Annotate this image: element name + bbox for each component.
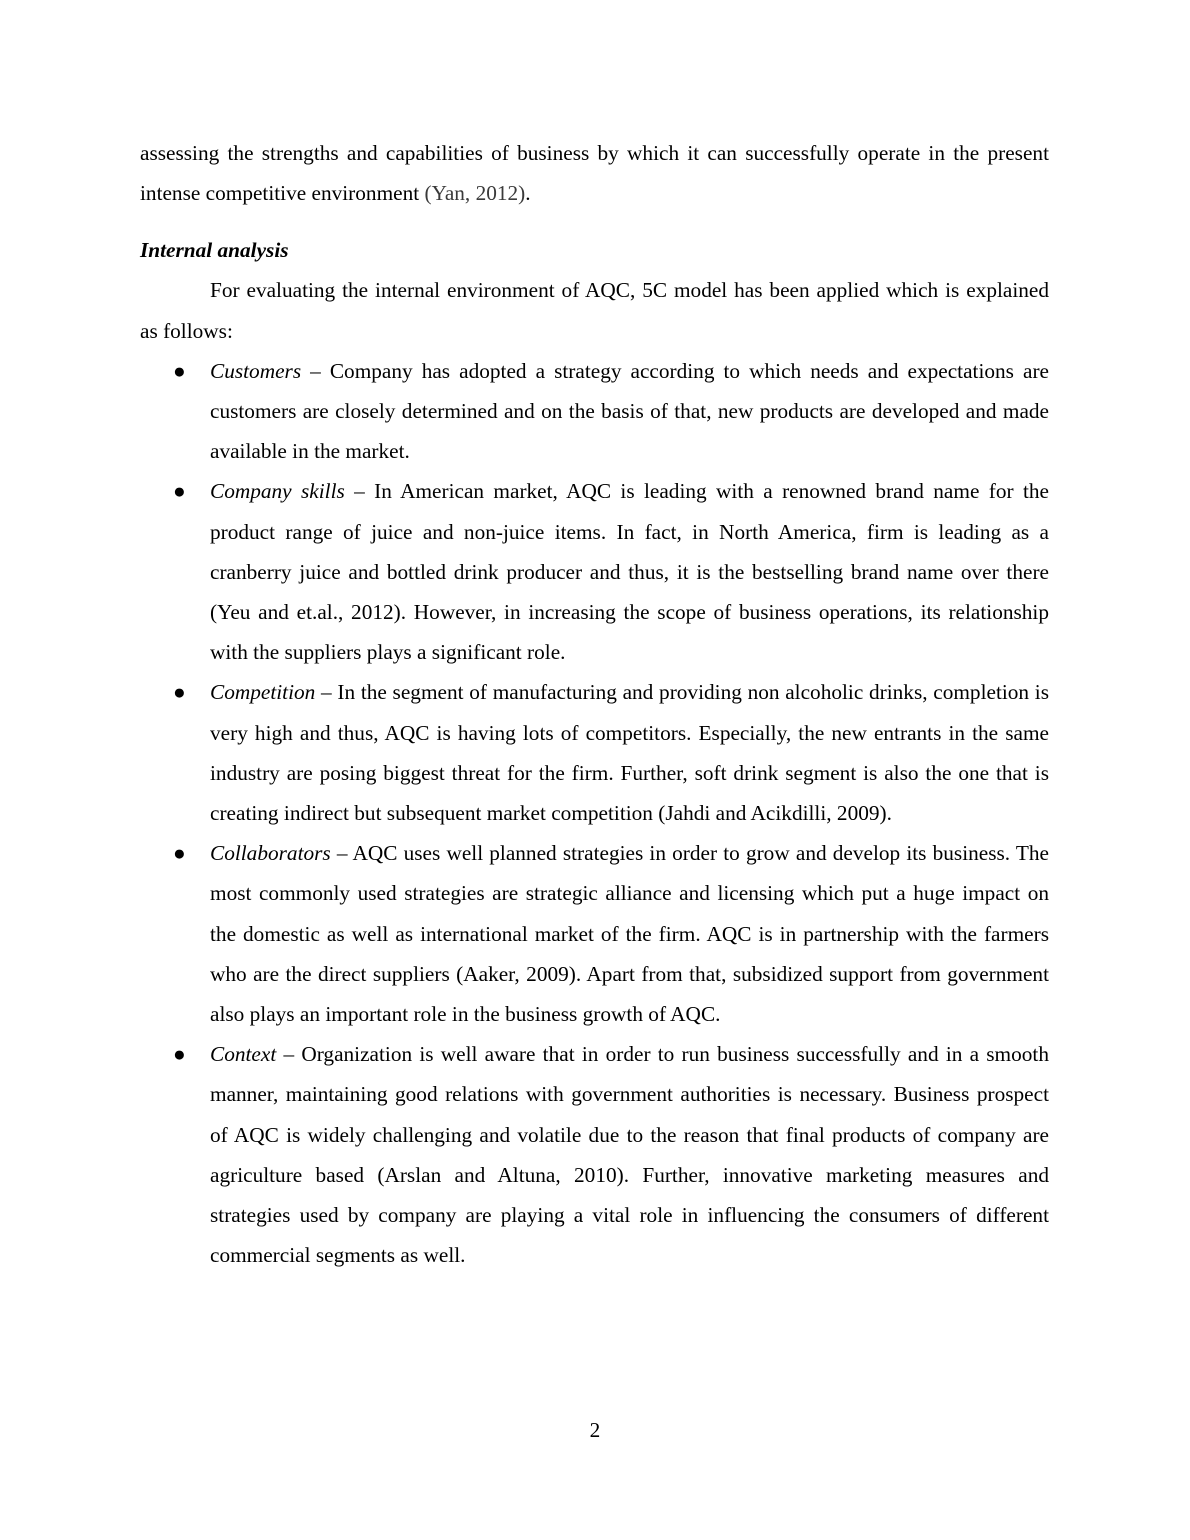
bullet-text: – Organization is well aware that in order to run business successfully and in a smooth manner, maintaining good relations with government authorities is necessary. Business prospect of AQC is widely challenging and volatile due to the reason that final products of company are agriculture based (Arslan and Altuna, 2010). Further, innovative marketing measures and strategies used by company are playing a vital role in influencing the consumers of different commercial segments as well. bbox=[210, 1042, 1049, 1268]
bullet-list bbox=[140, 351, 1049, 1276]
bullet-text: – In American market, AQC is leading with a renowned brand name for the product range of juice and non-juice items. In fact, in North America, firm is leading as a cranberry juice and bottled drink producer and thus, it is the bestselling brand name over there (Yeu and et.al., 2012). However, in increasing the scope of business operations, its relationship with the suppliers plays a significant role. bbox=[210, 479, 1049, 665]
list-item bbox=[140, 351, 1049, 472]
page-number: 2 bbox=[589, 1418, 601, 1442]
bullet-icon: ● bbox=[173, 479, 186, 504]
list-item bbox=[140, 833, 1049, 1034]
bullet-icon: ● bbox=[173, 1042, 186, 1067]
list-item bbox=[140, 672, 1049, 833]
bullet-term: Company skills bbox=[210, 479, 345, 504]
bullet-text: – In the segment of manufacturing and providing non alcoholic drinks, completion is very high and thus, AQC is having lots of competitors. Especially, the new entrants in the same industry are posing biggest threat for the firm. Further, soft drink segment is also the one that is creating indirect but subsequent market competition (Jahdi and Acikdilli, 2009). bbox=[210, 680, 1049, 826]
intro-paragraph bbox=[140, 133, 1049, 213]
bullet-text: – Company has adopted a strategy according to which needs and expectations are customers are closely determined and on the basis of that, new products are developed and made available in the market. bbox=[210, 358, 1049, 464]
document-page bbox=[140, 133, 1049, 1275]
list-item bbox=[140, 471, 1049, 672]
intro-citation: (Yan, 2012) bbox=[424, 181, 526, 206]
intro-text: assessing the strengths and capabilities of business by which it can successfully operate in the present intense competitive environment bbox=[140, 141, 1049, 206]
bullet-term: Context bbox=[210, 1042, 277, 1067]
bullet-text: – AQC uses well planned strategies in order to grow and develop its business. The most commonly used strategies are strategic alliance and licensing which put a huge impact on the domestic as well as international market of the firm. AQC is in partnership with the farmers who are the direct suppliers (Aaker, 2009). Apart from that, subsidized support from government also plays an important role in the business growth of AQC. bbox=[210, 841, 1049, 1027]
bullet-icon: ● bbox=[173, 680, 186, 705]
intro-end: . bbox=[525, 181, 531, 206]
bullet-term: Competition bbox=[210, 680, 316, 705]
bullet-term: Customers bbox=[210, 358, 302, 383]
bullet-term: Collaborators bbox=[210, 841, 331, 866]
section-lead-paragraph: For evaluating the internal environment of AQC, 5C model has been applied which is explained as follows: bbox=[140, 278, 1049, 343]
bullet-icon: ● bbox=[173, 841, 186, 866]
bullet-icon: ● bbox=[173, 358, 186, 383]
section-heading: Internal analysis bbox=[140, 238, 289, 263]
list-item bbox=[140, 1034, 1049, 1275]
